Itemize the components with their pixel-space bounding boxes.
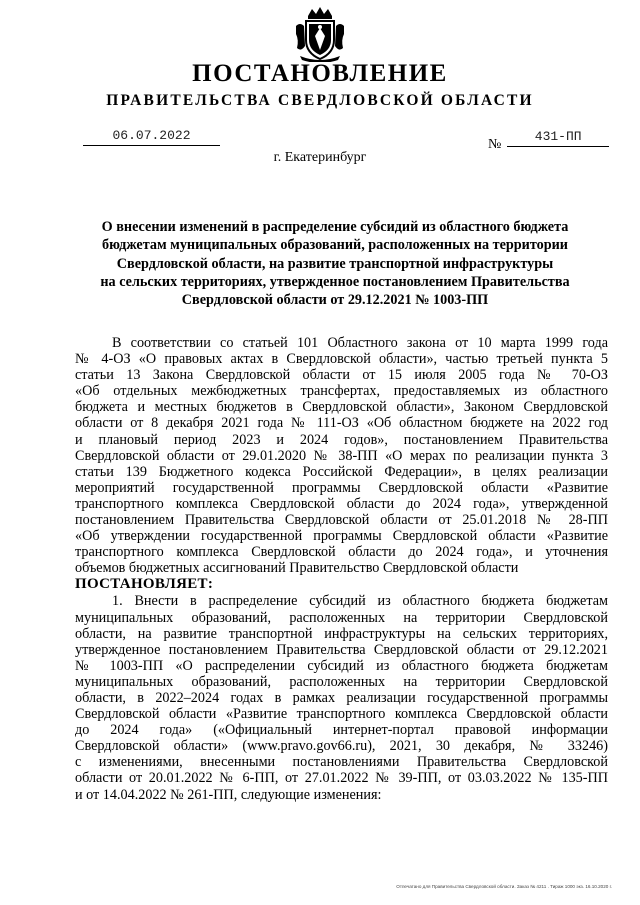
city: г. Екатеринбург <box>273 150 367 165</box>
clause-line: области, в 2022–2024 годах в рамках реализации государственной программы <box>75 689 608 706</box>
document-body <box>75 335 608 803</box>
decree-word: ПОСТАНОВЛЯЕТ: <box>75 576 214 593</box>
preamble-line: мероприятий государственной программы Свердловской области «Развитие <box>75 479 608 496</box>
print-footer: Отпечатано для Правительства Свердловской области. Заказ № 4211 . Тираж 1000 экз. 16.10.2020 г. <box>396 884 612 889</box>
preamble-line: «Об утверждении государственной программы Свердловской области «Развитие <box>75 528 608 545</box>
document-title: ПОСТАНОВЛЕНИЕ <box>192 60 448 87</box>
heading-line: Свердловской области, на развитие транспортной инфраструктуры <box>116 255 554 272</box>
preamble-line: статьи 13 Закона Свердловской области от 15 июля 2005 года № 70-ОЗ <box>75 367 608 384</box>
date-field <box>83 128 220 146</box>
preamble-line: В соответствии со статьей 101 Областного закона от 10 марта 1999 года <box>112 335 608 351</box>
preamble-line: области от 8 декабря 2021 года № 111-ОЗ «Об областном бюджете на 2022 год <box>75 415 608 432</box>
clause-line: до 2024 года» («Официальный интернет-портал правовой информации <box>75 722 608 739</box>
preamble-line: и плановый период 2023 и 2024 годов», постановлением Правительства <box>75 431 608 448</box>
document-heading <box>70 218 600 309</box>
heading-line: Свердловской области от 29.12.2021 № 1003-ПП <box>181 292 489 309</box>
clause-line: муниципальных образований, расположенных на территории Свердловской <box>75 673 608 690</box>
preamble-line: постановлением Правительства Свердловской области от 25.01.2018 № 28-ПП <box>75 512 608 529</box>
clause-line: и от 14.04.2022 № 261-ПП, следующие изменения: <box>75 786 382 803</box>
clause-line: области, на развитие транспортной инфраструктуры на сельских территориях, <box>75 625 608 642</box>
clause-line: утвержденное постановлением Правительства Свердловской области от 29.12.2021 <box>75 641 608 658</box>
clause-line: 1. Внести в распределение субсидий из областного бюджета бюджетам <box>112 593 608 610</box>
sverdlovsk-coat-of-arms-icon <box>294 6 346 62</box>
heading-line: на сельских территориях, утвержденное постановлением Правительства <box>100 273 570 290</box>
preamble-line: «Об отдельных межбюджетных трансфертах, предоставляемых из областного <box>75 383 608 400</box>
issuing-authority: ПРАВИТЕЛЬСТВА СВЕРДЛОВСКОЙ ОБЛАСТИ <box>106 92 534 109</box>
number-field <box>488 129 609 152</box>
document-date: 06.07.2022 <box>83 128 220 146</box>
preamble-line: статьи 139 Бюджетного кодекса Российской Федерации», в целях реализации <box>75 463 608 480</box>
preamble-line: № 4-ОЗ «О правовых актах в Свердловской области», частью третьей пункта 5 <box>75 351 608 368</box>
clause-line: Свердловской области «Развитие транспортного комплекса Свердловской области <box>75 706 608 723</box>
preamble-line: транспортного комплекса Свердловской области до 2024 года», и уточнения <box>75 544 608 561</box>
clause-line: с изменениями, внесенными постановлениями Правительства Свердловской <box>75 754 608 771</box>
heading-line: бюджетам муниципальных образований, расположенных на территории <box>102 237 568 254</box>
preamble-line: Свердловской области от 29.01.2020 № 38-ПП «О мерах по реализации пункта 3 <box>75 447 608 464</box>
preamble-line: объемов бюджетных ассигнований Правительство Свердловской области <box>75 560 519 577</box>
clause-line: № 1003-ПП «О распределении субсидий из областного бюджета бюджетам <box>75 657 608 674</box>
preamble-line: бюджета и местных бюджетов в Свердловской области», Законом Свердловской <box>75 399 608 416</box>
number-sign: № <box>488 137 502 152</box>
preamble-line: транспортного комплекса Свердловской области до 2024 года», утвержденной <box>75 495 608 512</box>
clause-line: области от 20.01.2022 № 6-ПП, от 27.01.2022 № 39-ПП, от 03.03.2022 № 135-ПП <box>75 770 608 787</box>
document-number: 431-ПП <box>507 129 609 147</box>
heading-line: О внесении изменений в распределение субсидий из областного бюджета <box>101 219 569 235</box>
clause-line: Свердловской области» (www.pravo.gov66.ru), 2021, 30 декабря, № 33246) <box>75 738 608 755</box>
clause-line: муниципальных образований, расположенных на территории Свердловской <box>75 609 608 626</box>
